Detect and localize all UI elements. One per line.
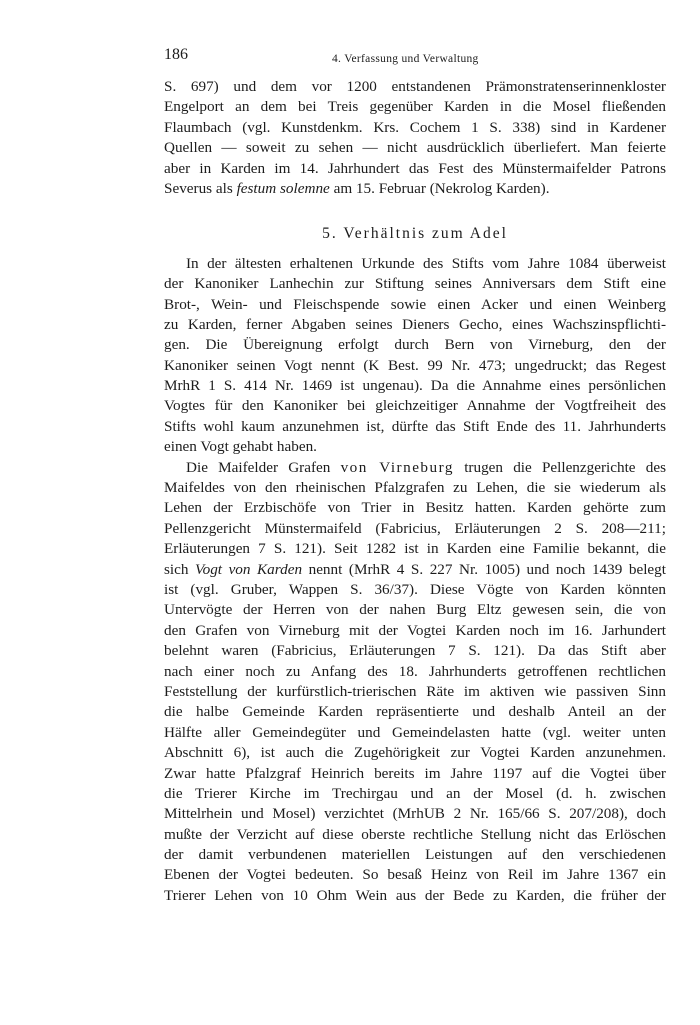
text-line: Trierer Lehen von 10 Ohm Wein aus der Bede zu Karden, die früher der [164,886,666,904]
text-line: mußte der Verzicht auf diese oberste rechtliche Stellung nicht das Erlöschen [164,825,666,843]
text-line: der Kanoniker Lanhechin zur Stiftung seines Anniversars dem Stift eine [164,275,666,293]
text-line: zu Karden, ferner Abgaben seines Dieners Gecho, eines Wachszinspflichti- [164,315,666,333]
text-line: Erläuterungen 7 S. 121). Seit 1282 ist in Karden eine Familie bekannt, die [164,540,666,558]
text-line: belehnt waren (Fabricius, Erläuterungen 7 S. 121). Da das Stift aber [164,642,666,660]
text-line: MrhR 1 S. 414 Nr. 1469 ist ungenau). Da die Annahme eines persönlichen [164,377,666,395]
text-line: Zwar hatte Pfalzgraf Heinrich bereits im Jahre 1197 auf die Vogtei über [164,764,666,782]
text-line: Lehen der Erzbischöfe von Trier in Besitz hatten. Karden gehörte zum [164,499,666,517]
text-run: am 15. Februar (Nekrolog Karden). [329,179,550,197]
text-line: Stifts wohl kaum anzunehmen ist, dürfte das Stift Ende des 11. Jahrhunderts [164,417,666,435]
text-run: Die Maifelder Grafen [186,458,341,476]
text-line: S. 697) und dem vor 1200 entstandenen Prämonstratenserinnenkloster [164,78,666,95]
text-line: Vogtes für den Kanoniker bei gleichzeitiger Annahme der Vogtfreiheit des [164,397,666,415]
text-line: aber in Karden im 14. Jahrhundert das Fest des Münstermaifelder Patrons [164,159,666,177]
text-line: Abschnitt 6), ist auch die Zugehörigkeit zur Vogtei Karden anzunehmen. [164,744,666,762]
text-line: Kanoniker seinen Vogt nennt (K Best. 99 Nr. 473; ungedruckt; das Regest [164,356,666,374]
paragraph-2 [164,458,666,907]
text-line: Maifeldes von den rheinischen Pfalzgrafen zu Lehen, die sie wiederum als [164,479,666,497]
text-line [164,179,666,199]
running-head: 4. Verfassung und Verwaltung [332,53,479,65]
text-line: nach einer noch zu Anfang des 18. Jahrhunderts getroffenen rechtlichen [164,662,666,680]
spaced-name: von Virneburg [340,458,454,476]
text-block [164,77,666,906]
page-number: 186 [164,46,188,63]
text-line: Engelport an dem bei Treis gegenüber Karden in die Mosel fließenden [164,98,666,116]
text-line: einen Vogt gehabt haben. [164,438,317,456]
text-line: der damit verbundenen materiellen Leistungen auf den verschiedenen [164,846,666,864]
text-run: nennt (MrhR 4 S. 227 Nr. 1005) und noch 1439 belegt [302,560,666,578]
section-heading: 5. Verhältnis zum Adel [322,225,508,243]
text-line: Brot-, Wein- und Fleischspende sowie einen Acker und einen Weinberg [164,295,666,313]
text-line: den Grafen von Virneburg mit der Vogtei Karden noch im 16. Jarhundert [164,621,666,639]
text-line [164,458,666,478]
text-run: Severus als [164,179,237,197]
text-line: Feststellung der kurfürstlich-trierischen Räte im aktiven wie passiven Sinn [164,682,666,700]
text-line: Quellen — soweit zu sehen — nicht ausdrücklich überliefert. Man feierte [164,139,666,157]
text-line: die halbe Gemeinde Karden repräsentierte und deshalb Anteil an der [164,703,666,721]
text-line: Mittelrhein und Mosel) verzichtet (MrhUB 2 Nr. 165/66 S. 207/208), doch [164,805,666,823]
text-line: In der ältesten erhaltenen Urkunde des Stifts vom Jahre 1084 überweist [186,254,666,272]
text-line: Untervögte der Herren von der nahen Burg Eltz gewesen sein, die von [164,601,666,619]
text-line: die Trierer Kirche im Trechirgau und an der Mosel (d. h. zwischen [164,784,666,802]
italic-term: festum solemne [236,179,330,197]
text-line: Ebenen der Vogtei bedeuten. So besaß Heinz von Reil im Jahre 1367 ein [164,866,666,884]
text-line: Flaumbach (vgl. Kunstdenkm. Krs. Cochem 1 S. 338) sind in Kardener [164,118,666,136]
italic-term: Vogt von Karden [195,560,303,578]
paragraph-1 [164,254,666,458]
text-line [164,560,666,580]
text-run: sich [164,560,196,578]
text-line: ist (vgl. Gruber, Wappen S. 36/37). Diese Vögte von Karden könnten [164,580,666,598]
text-line: Pellenzgericht Münstermaifeld (Fabricius, Erläuterungen 2 S. 208—211; [164,519,666,537]
text-run: trugen die Pellenzgerichte des [454,458,666,476]
top-paragraph [164,77,666,199]
text-line: Hälfte aller Gemeindegüter und Gemeindelasten hatte (vgl. weiter unten [164,723,666,741]
text-line: gen. Die Übereignung erfolgt durch Bern von Virneburg, den der [164,336,666,354]
